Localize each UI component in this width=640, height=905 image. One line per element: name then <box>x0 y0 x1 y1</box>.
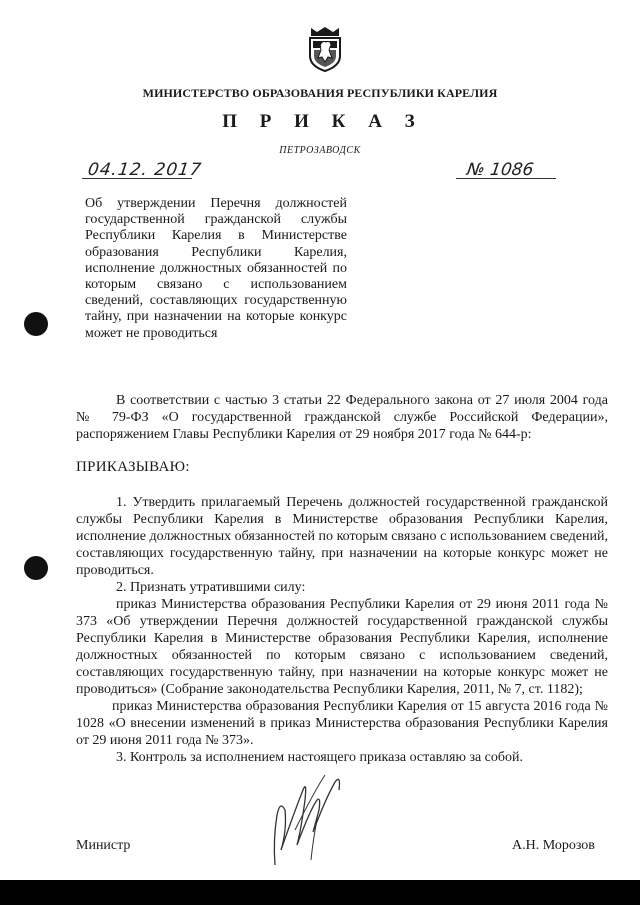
date-underline <box>82 178 192 179</box>
item-1: 1. Утвердить прилагаемый Перечень должностей государственной гражданской службы Республики Карелия в Министерстве образования Республики Карелия, исполнение должностных обязанностей по которым связано с использованием сведений, составляющих государственную тайну, при назначении на которые конкурс может не проводиться. <box>76 495 608 578</box>
order-subject: Об утверждении Перечня должностей государственной гражданской службы Республики Карелия в Министерстве образования Республики Карелия, исполнение должностных обязанностей по которым связано с использованием сведений, составляющих государственную тайну, при назначении на которые конкурс может не проводиться <box>85 196 347 341</box>
preamble-text: В соответствии с частью 3 статьи 22 Федерального закона от 27 июля 2004 года № 79-ФЗ «О государственной гражданской службе Российской Федерации», распоряжением Главы Республики Карелия от 29 ноября 2017 года № 644-р: <box>76 393 608 442</box>
preamble-section <box>76 392 608 443</box>
number-underline <box>456 178 556 179</box>
scan-bottom-edge <box>0 880 640 905</box>
handwritten-signature-icon <box>255 770 365 870</box>
item-3: 3. Контроль за исполнением настоящего приказа оставляю за собой. <box>116 750 524 765</box>
orders-heading: ПРИКАЗЫВАЮ: <box>76 459 190 475</box>
punch-hole-top <box>24 312 48 336</box>
order-items <box>76 494 608 766</box>
minister-title: Министр <box>76 838 131 853</box>
item-2: 2. Признать утратившими силу: <box>116 580 306 595</box>
city-name: ПЕТРОЗАВОДСК <box>279 145 361 156</box>
document-title: П Р И К А З <box>222 111 424 132</box>
item-2a: приказ Министерства образования Республики Карелия от 29 июня 2011 года № 373 «Об утверждении Перечня должностей государственной гражданской службы Республики Карелия в Министерстве образования Республики Карелия, исполнение должностных обязанностей по которым связано с использованием сведений, составляющих государственную тайну, при назначении на которые конкурс может не проводиться» (Собрание законодательства Республики Карелия, 2011, № 7, ст. 1182); <box>76 597 608 697</box>
order-date: 04.12. 2017 <box>86 160 204 180</box>
item-2b: приказ Министерства образования Республики Карелия от 15 августа 2016 года № 1028 «О внесении изменений в приказ Министерства образования Республики Карелия от 29 июня 2011 года № 373». <box>76 699 608 748</box>
karelia-coat-of-arms-icon <box>307 26 343 72</box>
signer-name: А.Н. Морозов <box>512 838 595 853</box>
order-number: № 1086 <box>465 160 535 180</box>
ministry-name: МИНИСТЕРСТВО ОБРАЗОВАНИЯ РЕСПУБЛИКИ КАРЕЛИЯ <box>142 86 498 100</box>
punch-hole-bottom <box>24 556 48 580</box>
